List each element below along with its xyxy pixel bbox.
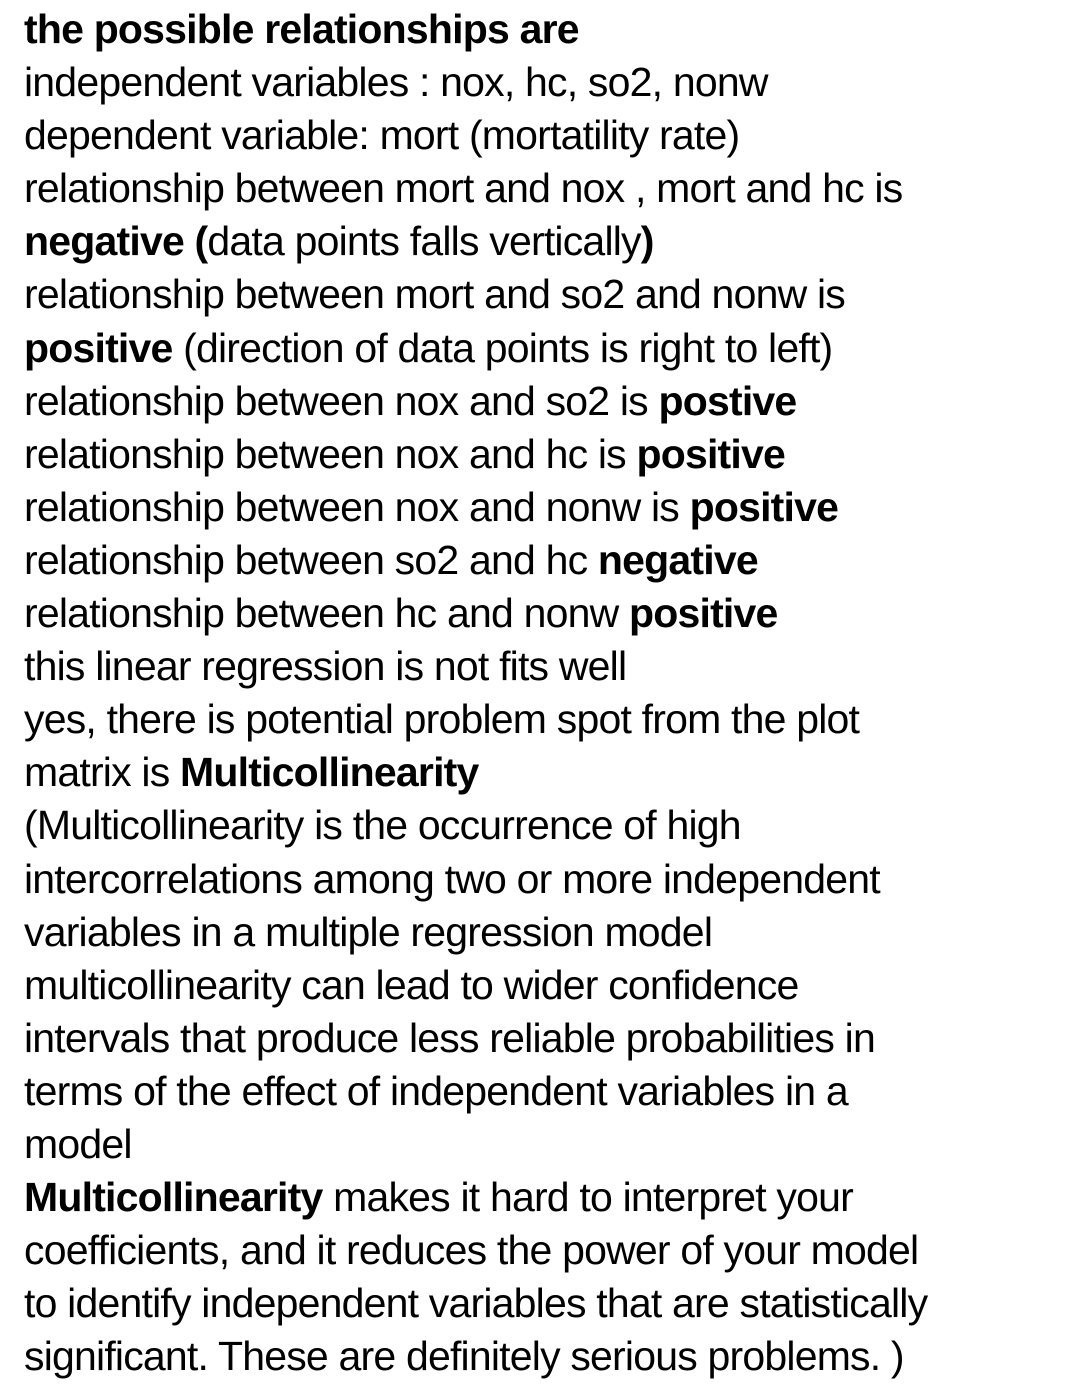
text-line [24,959,1060,1012]
text-line [24,587,1060,640]
text-line [24,853,1060,906]
text-line [24,375,1060,428]
text-segment: makes it hard to interpret your [322,1174,853,1221]
text-line [24,268,1060,321]
text-segment: postive [658,377,797,424]
text-line [24,215,1060,268]
text-line [24,481,1060,534]
text-line [24,3,1060,56]
text-segment: relationship between so2 and hc [24,536,598,583]
text-segment: relationship between hc and nonw [24,590,629,637]
text-segment: positive [689,483,839,530]
text-segment: data points falls vertically [207,218,641,265]
text-line [24,109,1060,162]
text-line [24,746,1060,799]
text-line [24,1224,1060,1277]
text-segment: yes, there is potential problem spot from the plot [24,696,860,743]
text-segment: ) [640,218,654,265]
text-line [24,1330,1060,1383]
text-line [24,428,1060,481]
text-segment: positive [24,324,173,371]
text-segment: negative [597,536,758,583]
text-segment: (Multicollinearity is the occurrence of high [24,802,741,849]
text-segment: matrix is [24,749,181,796]
text-line [24,799,1060,852]
text-segment: intercorrelations among two or more independent [24,855,880,902]
text-segment: Multicollinearity [180,749,479,796]
text-line [24,56,1060,109]
text-segment: relationship between nox and nonw is [24,483,690,530]
text-segment: Multicollinearity [24,1174,323,1221]
text-segment: negative ( [24,218,208,265]
text-segment: (direction of data points is right to left) [172,324,833,371]
text-segment: to identify independent variables that are statistically [24,1280,928,1327]
text-segment: independent variables : nox, hc, so2, nonw [24,59,768,106]
text-segment: dependent variable: mort (mortatility rate) [24,112,740,159]
text-segment: the possible relationships are [24,6,579,52]
text-line [24,640,1060,693]
text-segment: relationship between mort and so2 and nonw is [24,271,845,318]
text-segment: significant. These are definitely serious problems. ) [24,1333,904,1380]
text-line [24,1118,1060,1171]
text-segment: multicollinearity can lead to wider confidence [24,961,799,1008]
text-segment: relationship between mort and nox , mort and hc is [24,165,903,212]
text-line [24,1277,1060,1330]
text-segment: relationship between nox and so2 is [24,377,659,424]
text-line [24,162,1060,215]
text-segment: model [24,1120,132,1167]
text-segment: this linear regression is not fits well [24,643,627,690]
text-line [24,322,1060,375]
text-segment: terms of the effect of independent variables in a [24,1067,848,1114]
text-segment: positive [636,430,785,477]
text-segment: positive [628,590,778,637]
text-line [24,1065,1060,1118]
text-line [24,1012,1060,1065]
text-segment: variables in a multiple regression model [24,908,713,955]
text-segment: coefficients, and it reduces the power of your model [24,1227,919,1274]
text-line [24,534,1060,587]
text-line [24,1171,1060,1224]
text-line [24,693,1060,746]
text-segment: relationship between nox and hc is [24,430,637,477]
text-segment: intervals that produce less reliable probabilities in [24,1014,875,1061]
text-line [24,906,1060,959]
